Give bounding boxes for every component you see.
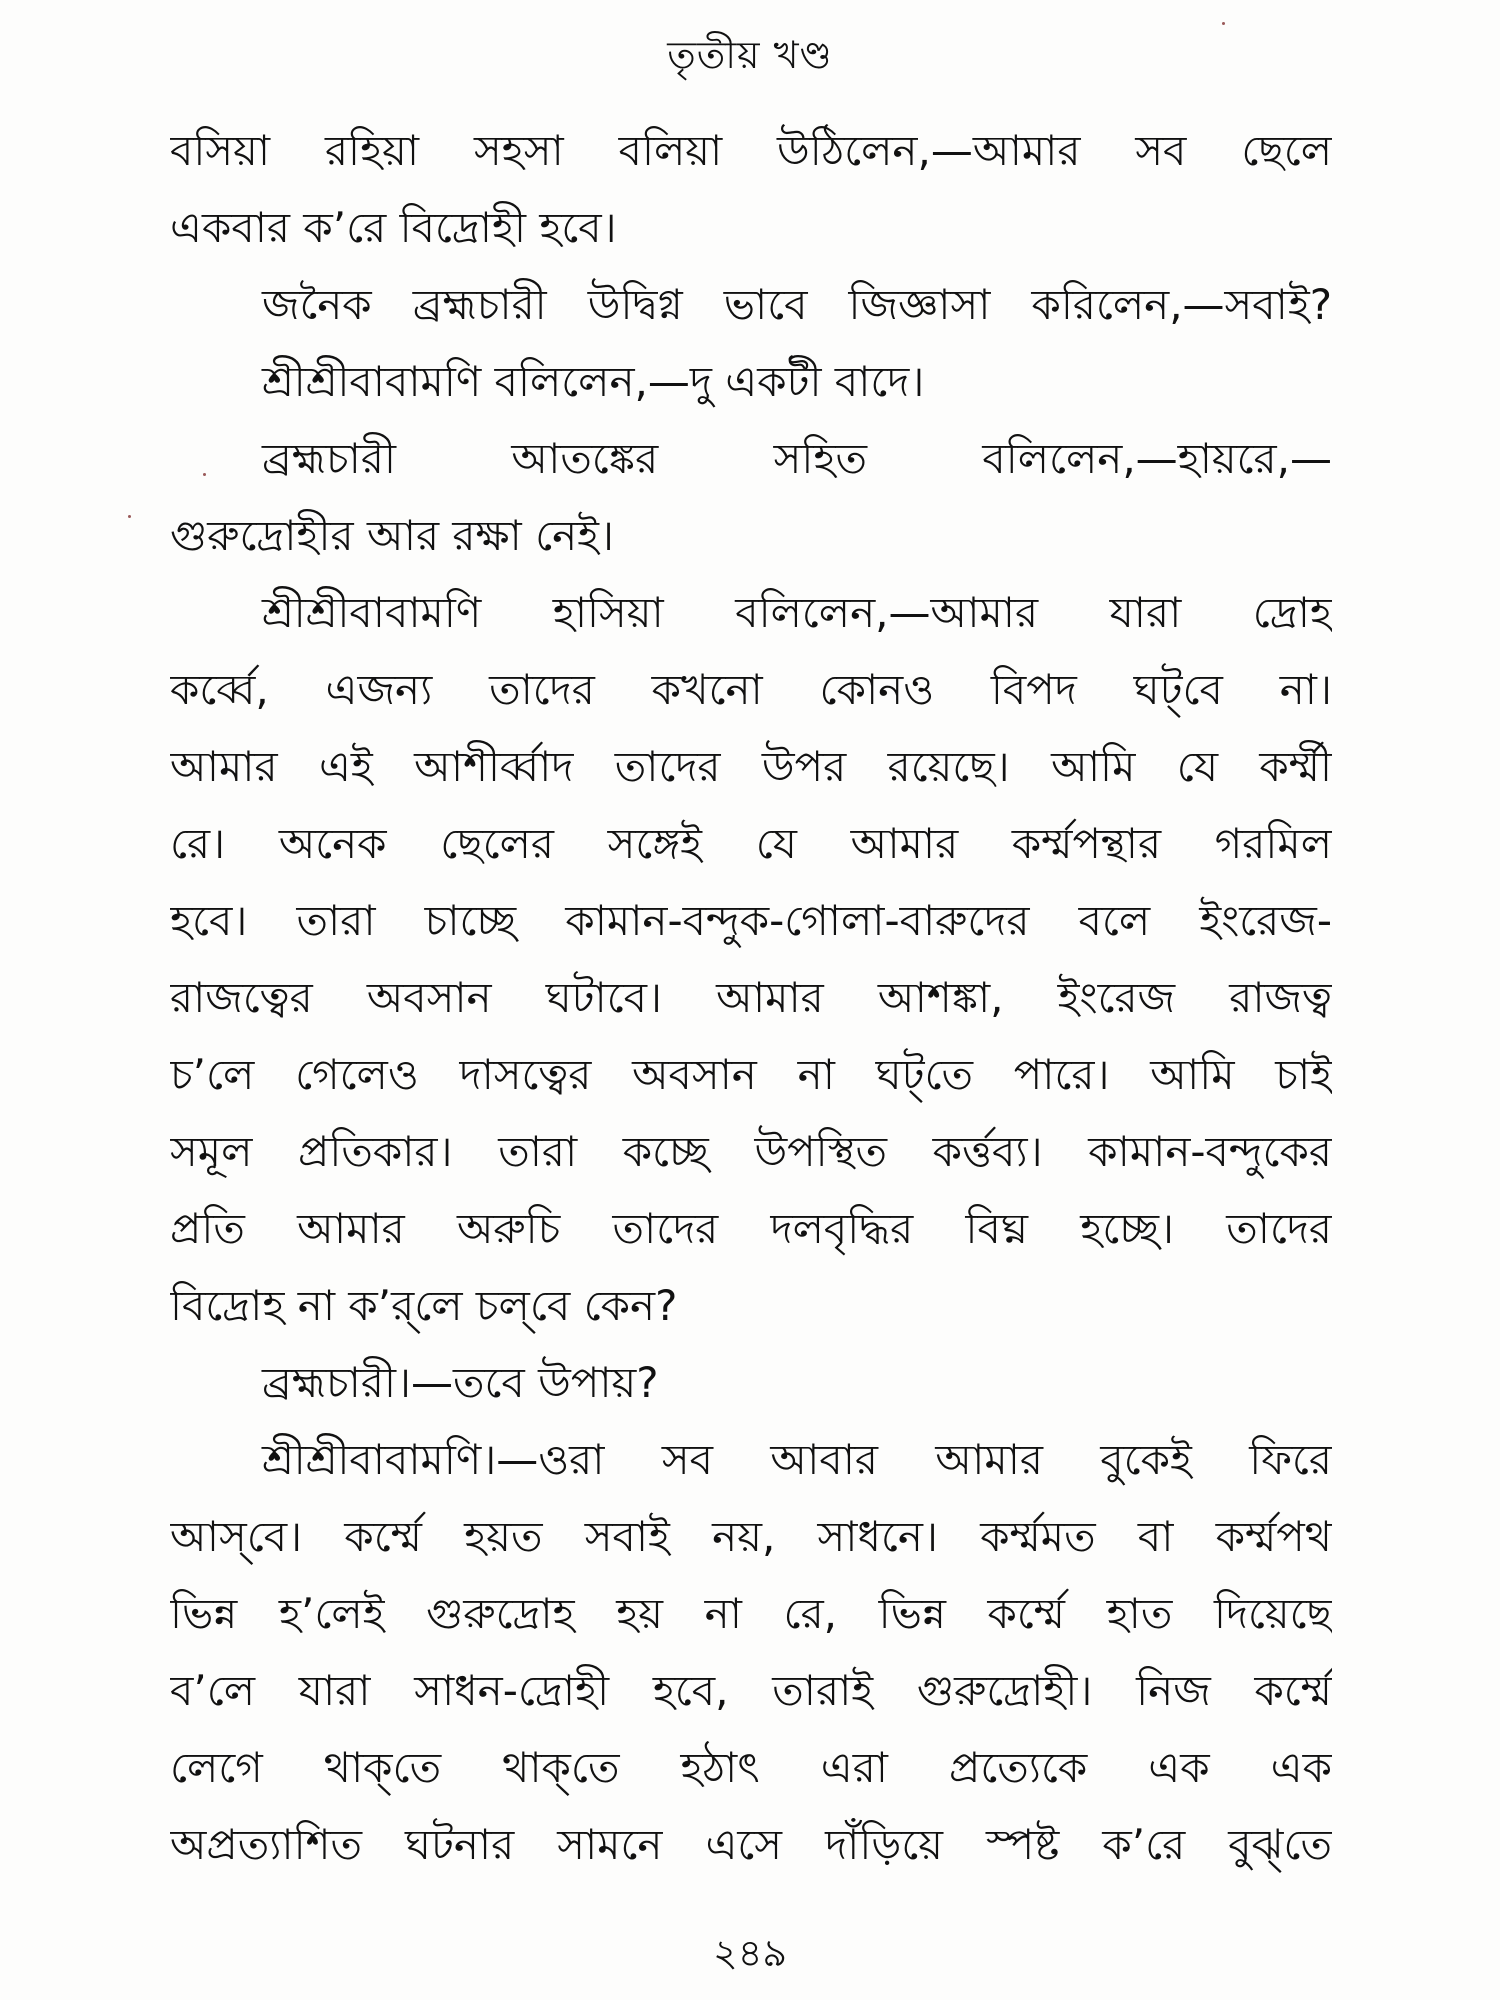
text-line: জনৈক ব্রহ্মচারী উদ্বিগ্ন ভাবে জিজ্ঞাসা করিলেন,—সবাই? [262, 280, 1332, 329]
text-line: অপ্রত্যাশিত ঘটনার সামনে এসে দাঁড়িয়ে স্পষ্ট ক’রে বুঝ্‌তে [170, 1820, 1332, 1869]
print-speck [1222, 22, 1225, 25]
text-line: ভিন্ন হ’লেই গুরুদ্রোহ হয় না রে, ভিন্ন কর্ম্মে হাত দিয়েছে [170, 1589, 1332, 1638]
text-line: প্রতি আমার অরুচি তাদের দলবৃদ্ধির বিঘ্ন হচ্ছে। তাদের [170, 1204, 1332, 1253]
text-line: ব’লে যারা সাধন-দ্রোহী হবে, তারাই গুরুদ্রোহী। নিজ কর্ম্মে [170, 1666, 1332, 1715]
print-speck [128, 515, 131, 518]
text-line: বিদ্রোহ না ক’র্‌লে চল্‌বে কেন? [170, 1281, 678, 1330]
text-line: শ্রীশ্রীবাবামণি হাসিয়া বলিলেন,—আমার যারা দ্রোহ [262, 588, 1332, 637]
text-line: আস্‌বে। কর্ম্মে হয়ত সবাই নয়, সাধনে। কর্ম্মমত বা কর্ম্মপথ [170, 1512, 1332, 1561]
page-number: ২৪৯ [712, 1931, 788, 1975]
text-line: চ’লে গেলেও দাসত্বের অবসান না ঘট্‌তে পারে। আমি চাই [170, 1050, 1332, 1099]
running-head: তৃতীয় খণ্ড [667, 33, 833, 77]
print-speck [203, 473, 206, 476]
text-line: শ্রীশ্রীবাবামণি বলিলেন,—দু একটী বাদে। [262, 357, 925, 406]
text-line: গুরুদ্রোহীর আর রক্ষা নেই। [170, 511, 615, 560]
text-line: বসিয়া রহিয়া সহসা বলিয়া উঠিলেন,—আমার সব ছেলে [170, 126, 1332, 175]
text-line: হবে। তারা চাচ্ছে কামান-বন্দুক-গোলা-বারুদের বলে ইংরেজ- [170, 896, 1332, 945]
text-line: রে। অনেক ছেলের সঙ্গেই যে আমার কর্ম্মপন্থার গরমিল [170, 819, 1332, 868]
text-line: সমূল প্রতিকার। তারা কচ্ছে উপস্থিত কর্ত্তব্য। কামান-বন্দুকের [170, 1127, 1332, 1176]
text-line: একবার ক’রে বিদ্রোহী হবে। [170, 203, 617, 252]
body-text [170, 112, 1332, 1883]
text-line: আমার এই আশীর্ব্বাদ তাদের উপর রয়েছে। আমি যে কর্ম্মী [170, 742, 1332, 791]
text-line: ব্রহ্মচারী।—তবে উপায়? [262, 1358, 659, 1407]
text-line: শ্রীশ্রীবাবামণি।—ওরা সব আবার আমার বুকেই ফিরে [262, 1435, 1332, 1484]
text-line: ব্রহ্মচারী আতঙ্কের সহিত বলিলেন,—হায়রে,— [262, 434, 1332, 483]
text-line: রাজত্বের অবসান ঘটাবে। আমার আশঙ্কা, ইংরেজ রাজত্ব [170, 973, 1332, 1022]
text-line: কর্ব্বে, এজন্য তাদের কখনো কোনও বিপদ ঘট্‌বে না। [170, 665, 1332, 714]
text-line: লেগে থাক্‌তে থাক্‌তে হঠাৎ এরা প্রত্যেকে এক এক [170, 1743, 1332, 1792]
